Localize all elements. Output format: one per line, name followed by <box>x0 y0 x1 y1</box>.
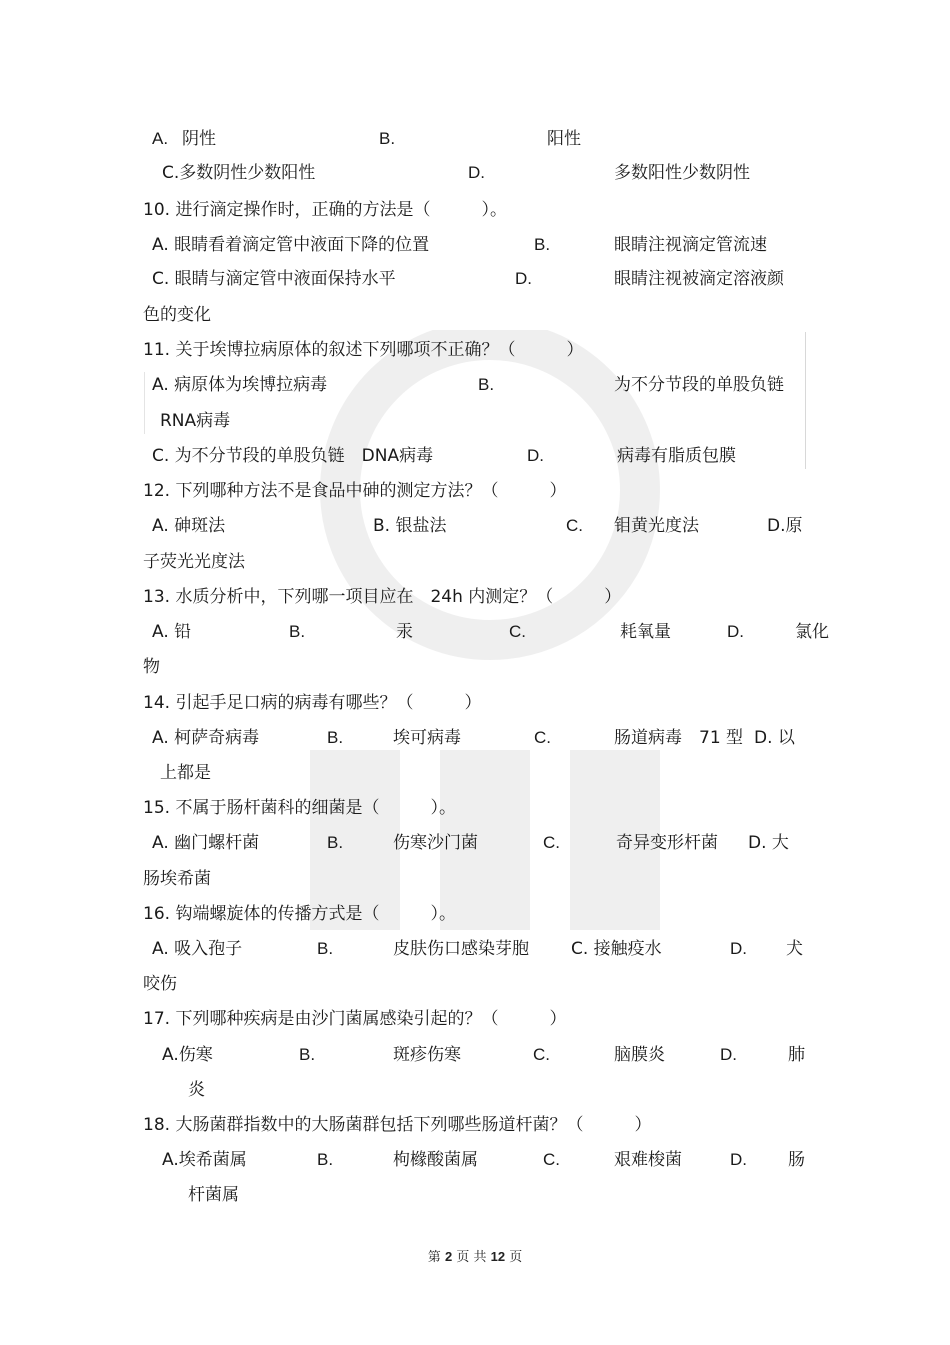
q13-option-a: A. 铅 <box>152 622 192 642</box>
q10-stem: 10. 进行滴定操作时，正确的方法是（ ）。 <box>143 200 507 220</box>
footer-prefix: 第 <box>427 1250 441 1265</box>
q12-option-a: A. 砷斑法 <box>152 516 226 536</box>
q13-option-b: 汞 <box>396 622 413 642</box>
q9-option-b-letter: B. <box>379 129 396 148</box>
q15-stem: 15. 不属于肠杆菌科的细菌是（ ）。 <box>143 798 456 818</box>
q15-option-b: 伤寒沙门菌 <box>393 833 478 853</box>
q17-option-c: 脑膜炎 <box>614 1045 665 1065</box>
q9-option-c: C.多数阴性少数阳性 <box>162 163 316 183</box>
q15-option-b-letter: B. <box>327 833 344 852</box>
q9-option-d-letter: D. <box>468 163 485 182</box>
q14-option-c-letter: C. <box>534 728 551 747</box>
q12-option-d: D.原 <box>767 516 803 536</box>
q18-option-b-letter: B. <box>317 1150 334 1169</box>
right-divider-line <box>805 332 806 469</box>
q13-option-d-letter: D. <box>727 622 744 641</box>
q18-option-a: A.埃希菌属 <box>162 1150 247 1170</box>
q16-option-b-letter: B. <box>317 939 334 958</box>
q14-option-b: 埃可病毒 <box>393 728 461 748</box>
q14-option-d: D. 以 <box>754 728 795 748</box>
q17-option-c-letter: C. <box>533 1045 550 1064</box>
q18-stem: 18. 大肠菌群指数中的大肠菌群包括下列哪些肠道杆菌？（ ） <box>143 1115 652 1135</box>
q12-option-b: B. 银盐法 <box>373 516 447 536</box>
q14-stem: 14. 引起手足口病的病毒有哪些？（ ） <box>143 693 482 713</box>
q17-option-d: 肺 <box>788 1045 805 1065</box>
q15-option-a: A. 幽门螺杆菌 <box>152 833 260 853</box>
q9-option-a: 阴性 <box>182 129 216 149</box>
q11-option-a: A. 病原体为埃博拉病毒 <box>152 375 328 395</box>
q11-option-b-wrap: RNA病毒 <box>160 411 231 431</box>
q11-option-d-letter: D. <box>527 446 544 465</box>
q18-option-b: 枸橼酸菌属 <box>393 1150 478 1170</box>
q17-option-b-letter: B. <box>299 1045 316 1064</box>
q13-option-c: 耗氧量 <box>620 622 671 642</box>
q18-option-d: 肠 <box>788 1150 805 1170</box>
q10-option-d-letter: D. <box>515 269 532 288</box>
q14-option-d-wrap: 上都是 <box>160 763 211 783</box>
q17-option-d-letter: D. <box>720 1045 737 1064</box>
q13-stem: 13. 水质分析中，下列哪一项目应在 24h 内测定？（ ） <box>143 587 622 607</box>
q16-option-b: 皮肤伤口感染芽胞 <box>393 939 529 959</box>
q14-option-a: A. 柯萨奇病毒 <box>152 728 260 748</box>
footer-suffix: 页 <box>509 1250 523 1265</box>
q14-option-b-letter: B. <box>327 728 344 747</box>
q9-option-d: 多数阳性少数阴性 <box>614 163 750 183</box>
q13-option-d-wrap: 物 <box>143 657 160 677</box>
q16-stem: 16. 钩端螺旋体的传播方式是（ ）。 <box>143 904 456 924</box>
page-footer <box>0 1248 950 1267</box>
q15-option-d: D. 大 <box>748 833 789 853</box>
q11-option-b: 为不分节段的单股负链 <box>614 375 784 395</box>
q13-option-d: 氯化 <box>795 622 829 642</box>
left-divider-line <box>144 372 145 434</box>
footer-page-number: 2 <box>444 1249 453 1264</box>
q12-option-c: 钼黄光度法 <box>614 516 699 536</box>
q15-option-c: 奇异变形杆菌 <box>616 833 718 853</box>
q11-option-c: C. 为不分节段的单股负链 DNA病毒 <box>152 446 434 466</box>
q11-stem: 11. 关于埃博拉病原体的叙述下列哪项不正确？（ ） <box>143 340 584 360</box>
q10-option-b-letter: B. <box>534 235 551 254</box>
q13-option-c-letter: C. <box>509 622 526 641</box>
q10-option-d: 眼睛注视被滴定溶液颜 <box>614 269 784 289</box>
q10-option-a: A. 眼睛看着滴定管中液面下降的位置 <box>152 235 430 255</box>
q12-option-d-wrap: 子荧光光度法 <box>143 552 245 572</box>
q18-option-c: 艰难梭菌 <box>614 1150 682 1170</box>
q10-option-b: 眼睛注视滴定管流速 <box>614 235 767 255</box>
q17-stem: 17. 下列哪种疾病是由沙门菌属感染引起的？（ ） <box>143 1009 567 1029</box>
q9-option-a-letter: A. <box>152 129 169 148</box>
q12-stem: 12. 下列哪种方法不是食品中砷的测定方法？（ ） <box>143 481 567 501</box>
q11-option-b-letter: B. <box>478 375 495 394</box>
q10-option-d-wrap: 色的变化 <box>143 305 211 325</box>
q15-option-c-letter: C. <box>543 833 560 852</box>
q17-option-a: A.伤寒 <box>162 1045 213 1065</box>
q16-option-d-letter: D. <box>730 939 747 958</box>
q14-option-c: 肠道病毒 71 型 <box>614 728 744 748</box>
q15-option-d-wrap: 肠埃希菌 <box>143 869 211 889</box>
q16-option-c: C. 接触疫水 <box>571 939 662 959</box>
q18-option-c-letter: C. <box>543 1150 560 1169</box>
q18-option-d-letter: D. <box>730 1150 747 1169</box>
q13-option-b-letter: B. <box>289 622 306 641</box>
q12-option-c-letter: C. <box>566 516 583 535</box>
q16-option-d-wrap: 咬伤 <box>143 974 177 994</box>
q9-option-b: 阳性 <box>547 129 581 149</box>
q10-option-c: C. 眼睛与滴定管中液面保持水平 <box>152 269 396 289</box>
footer-total-pages: 12 <box>490 1249 506 1264</box>
q17-option-b: 斑疹伤寒 <box>393 1045 461 1065</box>
q16-option-d: 犬 <box>786 939 803 959</box>
q17-option-d-wrap: 炎 <box>188 1080 205 1100</box>
footer-middle: 页 共 <box>456 1250 487 1265</box>
q18-option-d-wrap: 杆菌属 <box>188 1185 239 1205</box>
q16-option-a: A. 吸入孢子 <box>152 939 243 959</box>
q11-option-d: 病毒有脂质包膜 <box>617 446 736 466</box>
